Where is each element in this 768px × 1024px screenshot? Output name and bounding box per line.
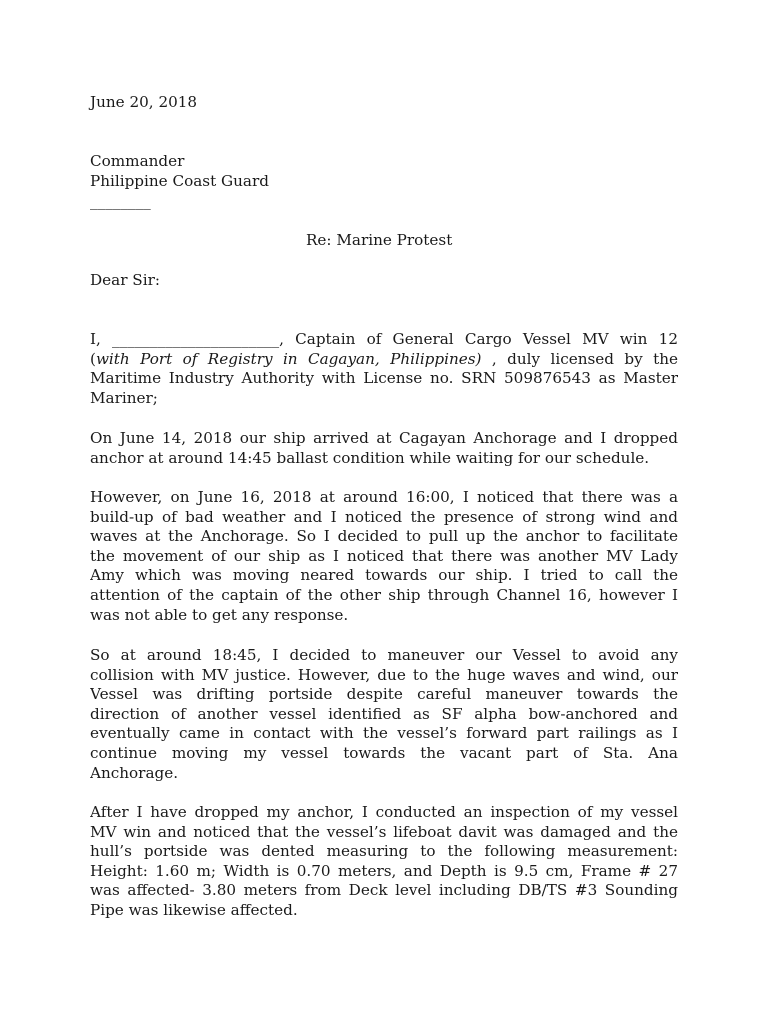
- paragraph-arrival: [90, 429, 678, 468]
- text-span: (: [90, 349, 96, 368]
- paragraph-line: I, ______________________, Captain of General Cargo Vessel MV win 12: [90, 330, 678, 348]
- paragraph-line: eventually came in contact with the vessel’s forward part railings as I: [90, 724, 678, 743]
- paragraph-line: attention of the captain of the other ship through Channel 16, however I: [90, 585, 678, 604]
- paragraph-line: Anchorage.: [90, 763, 179, 782]
- paragraph-line: Amy which was moving neared towards our ship. I tried to call the: [90, 566, 678, 585]
- port-of-registry-italic: with Port of Registry in Cagayan, Philippines): [95, 349, 482, 368]
- recipient-organization: Philippine Coast Guard: [90, 172, 269, 190]
- paragraph-maneuver: [90, 646, 678, 783]
- paragraph-line: Vessel was drifting portside despite careful maneuver towards the: [90, 685, 678, 704]
- paragraph-line: was affected- 3.80 meters from Deck level including DB/TS #3 Sounding: [90, 881, 678, 900]
- paragraph-line: Mariner;: [90, 388, 158, 407]
- paragraph-line: MV win and noticed that the vessel’s lifeboat davit was damaged and the: [90, 822, 678, 841]
- recipient-address-blank: ________: [90, 192, 151, 210]
- recipient-title: Commander: [90, 152, 185, 170]
- paragraph-weather: [90, 488, 678, 625]
- paragraph-line: hull’s portside was dented measuring to the following measurement:: [90, 842, 678, 861]
- subject-line: Re: Marine Protest: [306, 231, 453, 249]
- paragraph-line: So at around 18:45, I decided to maneuver our Vessel to avoid any: [90, 646, 678, 664]
- text-span: , duly licensed by the: [481, 349, 678, 368]
- paragraph-line: Pipe was likewise affected.: [90, 900, 298, 919]
- paragraph-line: the movement of our ship as I noticed that there was another MV Lady: [90, 546, 678, 565]
- paragraph-line: was not able to get any response.: [90, 605, 349, 624]
- paragraph-line: direction of another vessel identified as SF alpha bow-anchored and: [90, 704, 678, 723]
- paragraph-line: However, on June 16, 2018 at around 16:00, I noticed that there was a: [90, 488, 678, 506]
- paragraph-inspection: [90, 803, 678, 921]
- paragraph-line: continue moving my vessel towards the vacant part of Sta. Ana: [90, 743, 678, 762]
- letter-date: June 20, 2018: [90, 93, 198, 111]
- paragraph-line: Height: 1.60 m; Width is 0.70 meters, and Depth is 9.5 cm, Frame # 27: [90, 861, 678, 880]
- paragraph-line: [90, 350, 678, 370]
- paragraph-line: build-up of bad weather and I noticed the presence of strong wind and: [90, 507, 678, 526]
- paragraph-line: collision with MV justice. However, due to the huge waves and wind, our: [90, 665, 678, 684]
- salutation: Dear Sir:: [90, 271, 160, 289]
- paragraph-line: waves at the Anchorage. So I decided to pull up the anchor to facilitate: [90, 527, 678, 546]
- paragraph-line: Maritime Industry Authority with License no. SRN 509876543 as Master: [90, 369, 678, 388]
- paragraph-line: On June 14, 2018 our ship arrived at Cagayan Anchorage and I dropped: [90, 429, 678, 447]
- paragraph-introduction: [90, 330, 678, 408]
- paragraph-line: After I have dropped my anchor, I conducted an inspection of my vessel: [90, 803, 678, 821]
- paragraph-line: anchor at around 14:45 ballast condition while waiting for our schedule.: [90, 448, 650, 467]
